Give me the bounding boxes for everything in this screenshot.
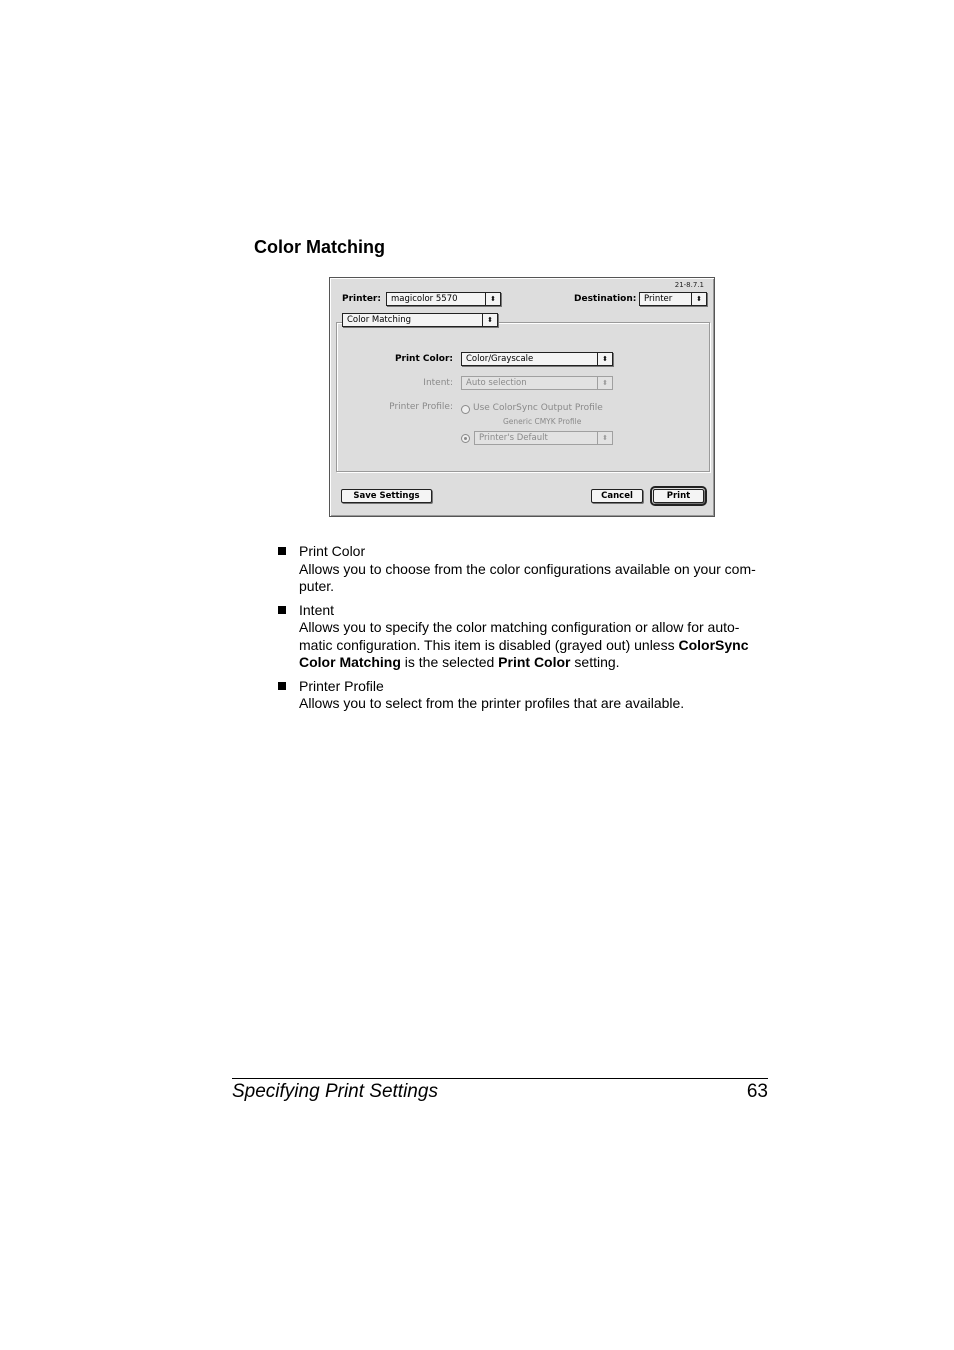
- desc-bold: ColorSync Color Matching: [299, 636, 749, 670]
- save-settings-button[interactable]: Save Settings: [341, 489, 432, 503]
- print-color-popup[interactable]: [461, 352, 613, 366]
- item-term: Printer Profile: [299, 677, 384, 694]
- square-bullet-icon: [278, 606, 286, 614]
- version-label: 21-8.7.1: [674, 281, 704, 289]
- printer-default-radio[interactable]: [461, 434, 470, 443]
- printer-popup[interactable]: [386, 292, 501, 306]
- footer-title: Specifying Print Settings: [232, 1081, 438, 1102]
- print-color-label: Print Color:: [394, 354, 453, 364]
- popup-arrows-icon: ⬍: [482, 314, 497, 326]
- square-bullet-icon: [278, 682, 286, 690]
- destination-popup[interactable]: [639, 292, 707, 306]
- colorsync-profile-name: Generic CMYK Profile: [503, 417, 582, 426]
- intent-label: Intent:: [423, 378, 453, 388]
- item-description: Allows you to choose from the color configurations available on your com-puter.: [299, 560, 756, 594]
- list-item: [277, 678, 769, 713]
- item-description: Allows you to select from the printer profiles that are available.: [299, 695, 685, 711]
- panel-popup[interactable]: [342, 313, 498, 327]
- intent-popup[interactable]: [461, 376, 613, 390]
- printer-profile-label: Printer Profile:: [389, 402, 453, 412]
- colorsync-option-label: Use ColorSync Output Profile: [473, 403, 603, 413]
- print-button[interactable]: Print: [653, 489, 704, 503]
- list-item: [277, 602, 769, 672]
- printer-popup-value: magicolor 5570: [391, 294, 458, 304]
- printer-label: Printer:: [342, 294, 381, 304]
- item-description: [299, 619, 769, 672]
- popup-arrows-icon: ⬍: [485, 293, 500, 305]
- popup-arrows-icon: ⬍: [597, 353, 612, 365]
- print-color-value: Color/Grayscale: [466, 354, 534, 364]
- page-number: 63: [746, 1081, 768, 1102]
- printer-profile-value: Printer's Default: [479, 433, 548, 443]
- desc-text: Allows you to specify the color matching configuration or allow for auto-matic configuration. This item is disabled (grayed out) unless: [299, 619, 740, 653]
- panel-popup-value: Color Matching: [347, 315, 411, 325]
- panel-group-box: [336, 322, 710, 472]
- popup-arrows-icon: ⬍: [691, 293, 706, 305]
- square-bullet-icon: [278, 547, 286, 555]
- colorsync-profile-radio[interactable]: [461, 405, 470, 414]
- desc-text: setting.: [570, 654, 620, 670]
- desc-text: is the selected: [400, 654, 499, 670]
- destination-label: Destination:: [574, 294, 637, 304]
- cancel-button[interactable]: Cancel: [591, 489, 643, 503]
- popup-arrows-icon: ⬍: [597, 432, 612, 444]
- option-descriptions: [277, 543, 769, 719]
- intent-value: Auto selection: [466, 378, 527, 388]
- destination-popup-value: Printer: [644, 294, 673, 304]
- footer-rule: [232, 1078, 768, 1079]
- print-dialog-screenshot: [329, 277, 715, 517]
- section-title: Color Matching: [254, 237, 385, 257]
- printer-profile-popup[interactable]: [474, 431, 613, 445]
- list-item: [277, 543, 769, 596]
- item-term: Print Color: [299, 543, 366, 559]
- desc-bold: Print Color: [498, 654, 571, 670]
- popup-arrows-icon: ⬍: [597, 377, 612, 389]
- item-term: Intent: [299, 601, 335, 618]
